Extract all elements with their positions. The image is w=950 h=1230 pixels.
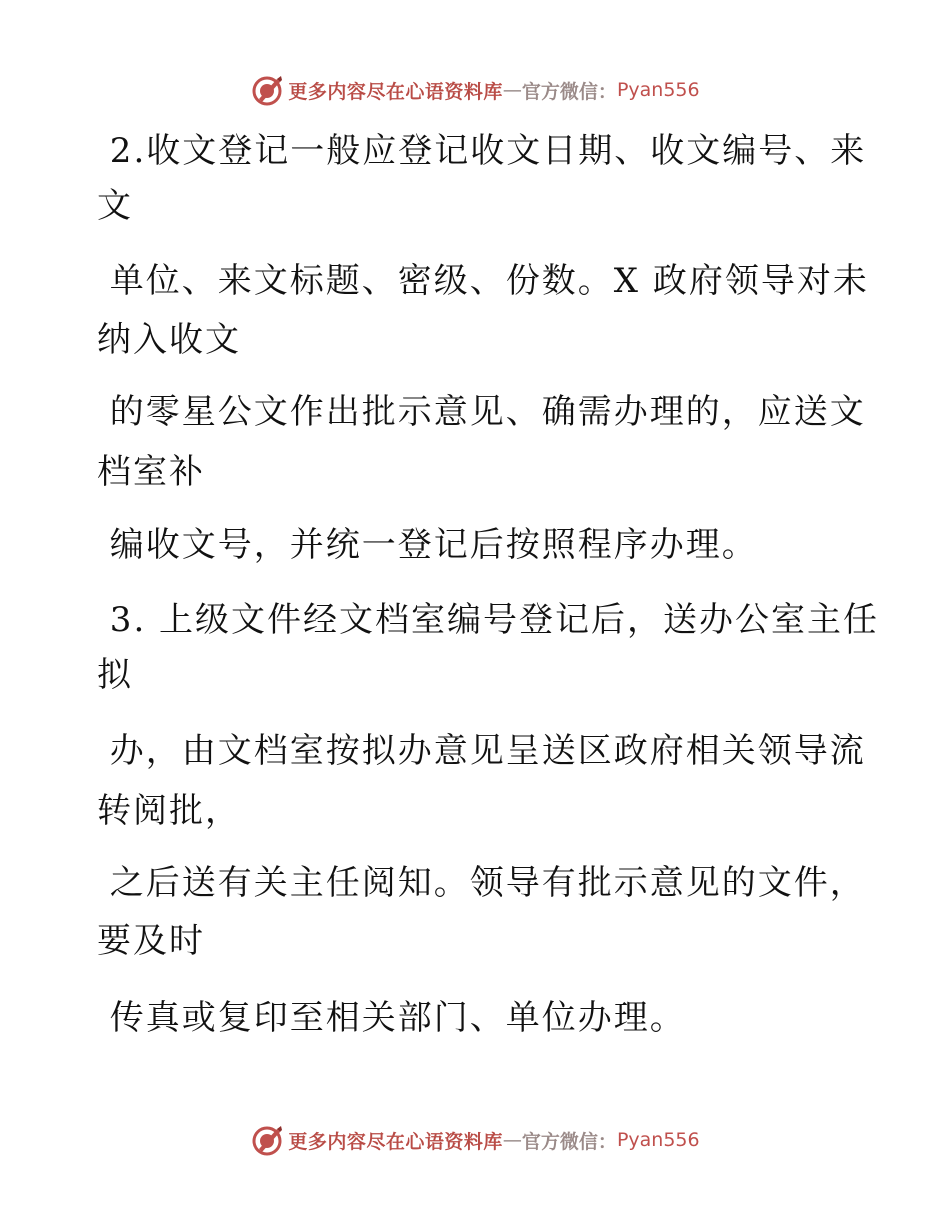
body-line: 档室补 [97, 452, 205, 492]
body-line: 2.收文登记一般应登记收文日期、收文编号、来 [97, 131, 867, 171]
body-line: 单位、来文标题、密级、份数。X 政府领导对未 [97, 261, 869, 301]
footer-brand-text: 更多内容尽在心语资料库 [288, 1130, 503, 1153]
body-line: 之后送有关主任阅知。领导有批示意见的文件， [97, 863, 866, 903]
body-line: 转阅批， [97, 791, 241, 831]
body-line: 编收文号，并统一登记后按照程序办理。 [97, 525, 758, 565]
body-line: 传真或复印至相关部门、单位办理。 [97, 998, 686, 1038]
body-line: 的零星公文作出批示意见、确需办理的，应送文 [97, 392, 866, 432]
footer-suffix: 官方微信： [521, 1130, 617, 1153]
body-line: 要及时 [97, 921, 205, 961]
header-watermark [0, 70, 950, 110]
header-separator: — [502, 79, 522, 101]
body-line: 办，由文档室按拟办意见呈送区政府相关领导流 [97, 731, 866, 771]
body-line: 3. 上级文件经文档室编号登记后，送办公室主任 [97, 600, 880, 640]
footer-watermark [0, 1120, 950, 1160]
pen-logo-icon [250, 73, 284, 107]
footer-separator: — [502, 1129, 522, 1151]
header-brand-text: 更多内容尽在心语资料库 [288, 80, 503, 103]
header-handle: Pyan556 [616, 79, 700, 101]
body-line: 纳入收文 [97, 320, 241, 360]
footer-handle: Pyan556 [616, 1129, 700, 1151]
body-line: 文 [97, 186, 133, 226]
header-suffix: 官方微信： [521, 80, 617, 103]
pen-logo-icon [250, 1123, 284, 1157]
body-line: 拟 [97, 655, 133, 695]
